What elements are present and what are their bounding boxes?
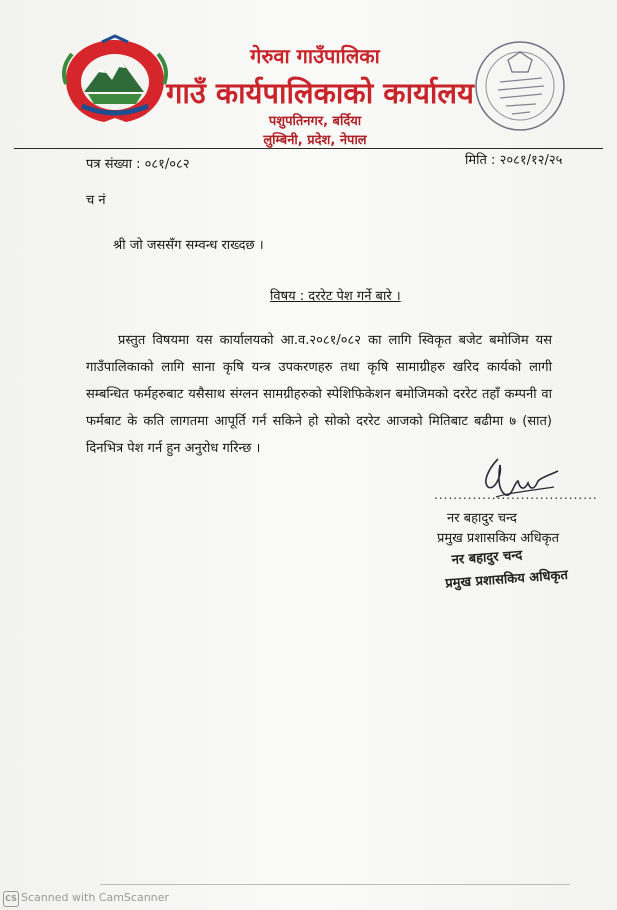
addressee: श्री जो जससँग सम्वन्ध राख्दछ । — [113, 238, 264, 253]
office-province: लुम्बिनी, प्रदेश, नेपाल — [263, 133, 367, 148]
camscanner-icon: CS — [3, 891, 19, 907]
footer-divider — [100, 884, 570, 885]
office-location: पशुपतिनगर, बर्दिया — [268, 114, 362, 129]
subject-line: विषय : दररेट पेश गर्ने बारे । — [270, 289, 401, 304]
name-stamp — [444, 542, 569, 596]
signatory-name: नर बहादुर चन्द — [447, 511, 517, 526]
dispatch-number: च नं — [86, 193, 106, 208]
office-name: गाउँ कार्यपालिकाको कार्यालय — [166, 76, 474, 110]
office-seal-icon — [472, 38, 568, 134]
stamp-name: नर बहादुर चन्द — [451, 548, 523, 568]
stamp-title: प्रमुख प्रशासकिय अधिकृत — [444, 567, 569, 592]
letter-date: मिति : २०८१/१२/२५ — [465, 153, 563, 168]
signatory-title: प्रमुख प्रशासकिय अधिकृत — [437, 531, 560, 546]
header-divider — [14, 148, 603, 149]
signature-line: .................................. — [434, 488, 598, 502]
reference-number: पत्र संख्या : ०८१/०८२ — [86, 157, 190, 172]
scanner-watermark: Scanned with CamScanner — [21, 891, 169, 904]
municipality-name: गेरुवा गाउँपालिका — [250, 44, 380, 68]
letter-body — [86, 327, 552, 462]
body-text: प्रस्तुत विषयमा यस कार्यालयको आ.व.२०८१/०८२ का लागि स्विकृत बजेट बमोजिम यस गाउँपालिकाको लागि साना कृषि यन्त्र उपकरणहरु तथा कृषि सामाग्रीहरु खरिद कार्यको लागी सम्बन्धित फर्महरुबाट यसैसाथ संग्लन सामग्रीहरुको स्पेशिफिकेशन बमोजिमको दररेट तहाँ कम्पनी वा फर्मबाट के कति लागतमा आपूर्ति गर्न सकिने हो सोको दररेट आजको मितिबाट बढीमा ७ (सात) दिनभित्र पेश गर्न हुन अनुरोध गरिन्छ । — [86, 333, 552, 456]
